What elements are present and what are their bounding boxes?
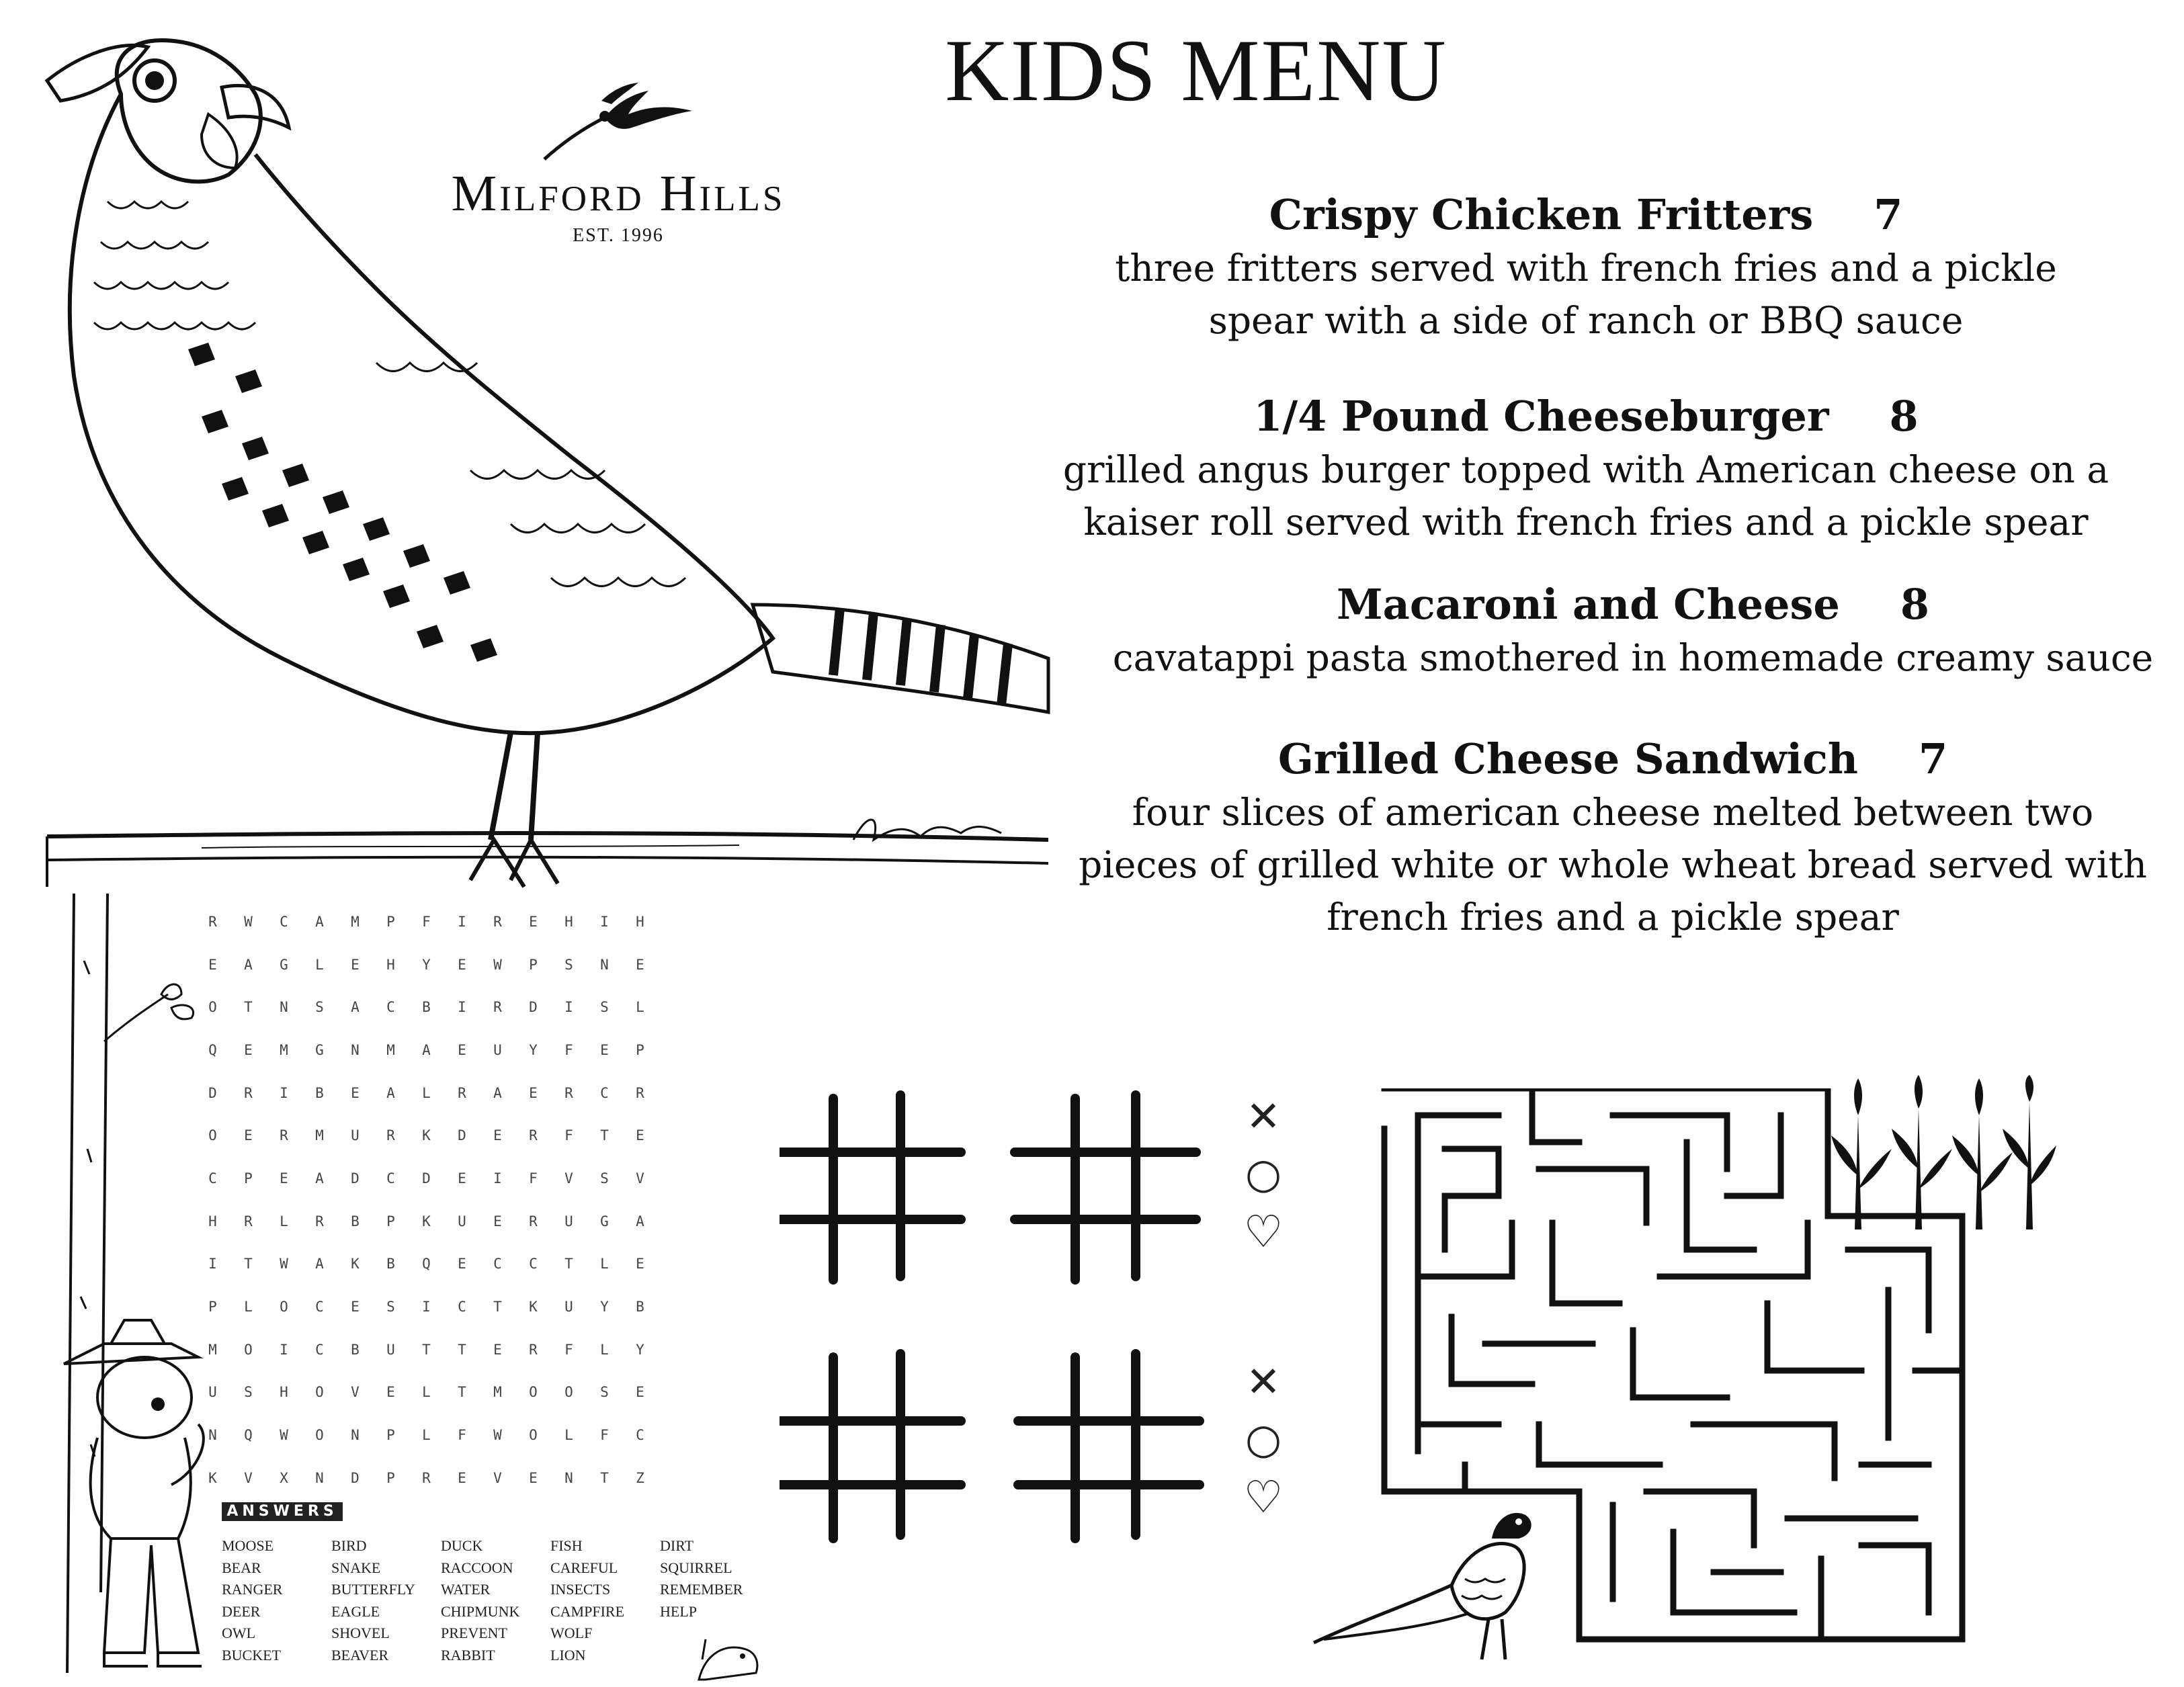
menu-item: [1089, 578, 2177, 684]
word-search-letter: L: [422, 1427, 431, 1444]
answer-word: BUCKET: [222, 1646, 281, 1663]
item-description: kaiser roll served with french fries and a pickle spear: [1083, 501, 2089, 544]
word-search-letter: F: [422, 913, 431, 930]
answer-word: FISH: [550, 1537, 583, 1554]
answer-word: BUTTERFLY: [331, 1581, 415, 1598]
word-search-letter: E: [386, 1384, 395, 1401]
word-search-letter: U: [564, 1213, 573, 1229]
answers-column: [441, 1535, 550, 1666]
word-search-letter: S: [564, 956, 573, 973]
word-search-letter: A: [315, 913, 324, 930]
word-search-letter: T: [458, 1341, 466, 1358]
answer-word: LION: [550, 1646, 586, 1663]
word-search-letter: E: [529, 1469, 538, 1486]
o-mark-icon: ○: [1245, 1414, 1282, 1463]
x-mark-icon: ✕: [1246, 1092, 1281, 1141]
x-mark-icon: ✕: [1246, 1357, 1281, 1406]
word-search-letter: C: [386, 1170, 395, 1186]
item-name: 1/4 Pound Cheeseburger: [1253, 392, 1829, 441]
word-search-letter: B: [351, 1213, 360, 1229]
word-search-letter: M: [386, 1041, 395, 1058]
word-search-letter: F: [458, 1427, 466, 1444]
answer-word: RABBIT: [441, 1646, 495, 1663]
word-search-letter: L: [600, 1341, 609, 1358]
item-price: 8: [1889, 392, 1919, 441]
answer-word: WATER: [441, 1581, 491, 1598]
item-name: Crispy Chicken Fritters: [1269, 190, 1814, 239]
menu-item: [1062, 732, 2164, 943]
word-search-letter: U: [208, 1384, 217, 1401]
word-search-grid: [195, 900, 732, 1500]
word-search-letter: T: [564, 1256, 573, 1272]
answer-word: PREVENT: [441, 1625, 507, 1641]
word-search-letter: V: [636, 1170, 644, 1186]
word-search-letter: A: [386, 1084, 395, 1101]
word-search-letter: P: [386, 1427, 395, 1444]
heart-mark-icon: ♡: [1243, 1206, 1284, 1258]
word-search-letter: R: [422, 1469, 431, 1486]
item-description: french fries and a pickle spear: [1327, 896, 1899, 939]
word-search-letter: U: [493, 1041, 502, 1058]
word-search-letter: F: [600, 1427, 609, 1444]
word-search-letter: Y: [422, 956, 431, 973]
word-search-letter: T: [493, 1299, 502, 1315]
word-search-letter: I: [493, 1170, 502, 1186]
word-search-letter: Z: [636, 1469, 644, 1486]
word-search-row: [195, 1414, 732, 1457]
word-search-letter: F: [564, 1041, 573, 1058]
word-search-letter: W: [493, 1427, 502, 1444]
word-search-letter: Q: [244, 1427, 253, 1444]
answer-word: BEAVER: [331, 1646, 389, 1663]
word-search-letter: M: [208, 1341, 217, 1358]
word-search-letter: A: [315, 1170, 324, 1186]
word-search-letter: V: [564, 1170, 573, 1186]
word-search-letter: R: [280, 1127, 288, 1144]
word-search-letter: B: [386, 1256, 395, 1272]
word-search-letter: U: [386, 1341, 395, 1358]
word-search-letter: C: [208, 1170, 217, 1186]
word-search-letter: L: [636, 999, 644, 1016]
word-search-letter: O: [564, 1384, 573, 1401]
word-search-row: [195, 1328, 732, 1371]
word-search-letter: L: [422, 1084, 431, 1101]
word-search-letter: F: [564, 1127, 573, 1144]
word-search-letter: B: [315, 1084, 324, 1101]
answer-word: SQUIRREL: [660, 1559, 732, 1576]
word-search-letter: F: [564, 1341, 573, 1358]
word-search-letter: H: [636, 913, 644, 930]
item-price: 7: [1874, 190, 1903, 239]
word-search-row: [195, 1072, 732, 1115]
word-search-letter: A: [244, 956, 253, 973]
answer-word: RACCOON: [441, 1559, 513, 1576]
word-search-letter: G: [280, 956, 288, 973]
word-search-letter: T: [244, 999, 253, 1016]
item-description: three fritters served with french fries and a pickle: [1115, 247, 2057, 290]
word-search-letter: V: [493, 1469, 502, 1486]
word-search-letter: R: [386, 1127, 395, 1144]
word-search-letter: R: [529, 1127, 538, 1144]
word-search-letter: B: [351, 1341, 360, 1358]
word-search-letter: E: [208, 956, 217, 973]
word-search-letter: L: [564, 1427, 573, 1444]
word-search-letter: R: [315, 1213, 324, 1229]
word-search-letter: E: [529, 913, 538, 930]
word-search-letter: R: [564, 1084, 573, 1101]
word-search-letter: G: [600, 1213, 609, 1229]
word-search-letter: A: [315, 1256, 324, 1272]
item-description: spear with a side of ranch or BBQ sauce: [1208, 299, 1964, 342]
word-search-letter: W: [280, 1256, 288, 1272]
word-search-letter: P: [636, 1041, 644, 1058]
word-search-letter: T: [422, 1341, 431, 1358]
word-search-letter: U: [351, 1127, 360, 1144]
word-search-letter: O: [315, 1384, 324, 1401]
word-search-letter: A: [493, 1084, 502, 1101]
word-search-letter: P: [529, 956, 538, 973]
word-search-letter: N: [351, 1041, 360, 1058]
answer-word: SNAKE: [331, 1559, 381, 1576]
word-search-letter: S: [386, 1299, 395, 1315]
word-search-letter: R: [244, 1084, 253, 1101]
brand-established: EST. 1996: [573, 225, 664, 246]
word-search-letter: W: [493, 956, 502, 973]
word-search-row: [195, 1200, 732, 1243]
word-search-letter: E: [636, 1256, 644, 1272]
word-search-letter: S: [600, 1384, 609, 1401]
word-search-letter: P: [386, 1469, 395, 1486]
word-search-letter: Y: [529, 1041, 538, 1058]
word-search-letter: E: [458, 1170, 466, 1186]
word-search-letter: M: [315, 1127, 324, 1144]
word-search-letter: K: [422, 1213, 431, 1229]
answer-word: WOLF: [550, 1625, 593, 1641]
word-search-letter: L: [280, 1213, 288, 1229]
word-search-letter: D: [529, 999, 538, 1016]
word-search-letter: C: [636, 1427, 644, 1444]
word-search-letter: S: [600, 1170, 609, 1186]
word-search-letter: A: [636, 1213, 644, 1229]
word-search-letter: K: [208, 1469, 217, 1486]
answer-word: RANGER: [222, 1581, 283, 1598]
word-search-letter: S: [244, 1384, 253, 1401]
word-search-letter: S: [315, 999, 324, 1016]
word-search-letter: I: [280, 1341, 288, 1358]
word-search-letter: I: [208, 1256, 217, 1272]
answers-column: [222, 1535, 331, 1666]
item-description: four slices of american cheese melted between two: [1132, 791, 2094, 834]
word-search-letter: R: [529, 1341, 538, 1358]
item-description: grilled angus burger topped with American cheese on a: [1062, 448, 2109, 491]
word-search-letter: O: [529, 1427, 538, 1444]
heart-mark-icon: ♡: [1243, 1471, 1284, 1523]
beaver-doodle-icon: [692, 1633, 766, 1683]
word-search-letter: R: [493, 913, 502, 930]
word-search-letter: Y: [636, 1341, 644, 1358]
word-search-letter: E: [636, 956, 644, 973]
word-search-letter: U: [564, 1299, 573, 1315]
word-search-letter: M: [351, 913, 360, 930]
answer-word: DUCK: [441, 1537, 483, 1554]
word-search-letter: V: [351, 1384, 360, 1401]
answer-word: BIRD: [331, 1537, 367, 1554]
word-search-letter: X: [280, 1469, 288, 1486]
word-search-letter: E: [493, 1341, 502, 1358]
word-search-row: [195, 943, 732, 986]
word-search-letter: D: [208, 1084, 217, 1101]
word-search-letter: E: [529, 1084, 538, 1101]
word-search-letter: C: [315, 1341, 324, 1358]
word-search-letter: N: [315, 1469, 324, 1486]
item-description: cavatappi pasta smothered in homemade creamy sauce: [1112, 636, 2154, 679]
word-search-letter: D: [422, 1170, 431, 1186]
word-search-letter: V: [244, 1469, 253, 1486]
word-search-letter: E: [493, 1213, 502, 1229]
word-search-letter: O: [280, 1299, 288, 1315]
word-search-letter: E: [458, 1256, 466, 1272]
answer-word: BEAR: [222, 1559, 261, 1576]
word-search-letter: L: [422, 1384, 431, 1401]
item-name: Grilled Cheese Sandwich: [1277, 734, 1858, 783]
word-search-letter: I: [458, 999, 466, 1016]
menu-item: [1062, 390, 2110, 548]
word-search-letter: Q: [208, 1041, 217, 1058]
word-search-letter: E: [244, 1041, 253, 1058]
word-search-letter: F: [529, 1170, 538, 1186]
word-search-letter: T: [244, 1256, 253, 1272]
pheasant-icon: [1310, 1498, 1552, 1666]
word-search-letter: H: [280, 1384, 288, 1401]
word-search-row: [195, 1285, 732, 1328]
brand-name: Milford Hills: [451, 165, 786, 222]
word-search-letter: I: [600, 913, 609, 930]
word-search-letter: C: [458, 1299, 466, 1315]
word-search-letter: C: [280, 913, 288, 930]
word-search-letter: D: [458, 1127, 466, 1144]
word-search-row: [195, 986, 732, 1029]
item-price: 8: [1900, 580, 1929, 629]
pheasant-illustration: [0, 0, 1075, 900]
word-search-letter: H: [564, 913, 573, 930]
word-search-letter: E: [458, 1469, 466, 1486]
word-search-letter: I: [458, 913, 466, 930]
answers-list: [222, 1535, 769, 1666]
answer-word: CAREFUL: [550, 1559, 618, 1576]
word-search-letter: N: [564, 1469, 573, 1486]
word-search-letter: N: [208, 1427, 217, 1444]
word-search-row: [195, 1243, 732, 1286]
word-search-row: [195, 900, 732, 943]
word-search-letter: K: [529, 1299, 538, 1315]
word-search-row: [195, 1371, 732, 1414]
item-description: pieces of grilled white or whole wheat bread served with: [1079, 843, 2147, 886]
word-search-letter: D: [351, 1170, 360, 1186]
word-search-letter: E: [280, 1170, 288, 1186]
answer-word: REMEMBER: [660, 1581, 743, 1598]
answers-heading: ANSWERS: [222, 1502, 343, 1521]
word-search-letter: C: [493, 1256, 502, 1272]
word-search-letter: E: [458, 1041, 466, 1058]
corn-icon: [1828, 1075, 2056, 1236]
word-search-letter: O: [208, 1127, 217, 1144]
answer-word: OWL: [222, 1625, 256, 1641]
word-search-letter: W: [280, 1427, 288, 1444]
word-search-letter: G: [315, 1041, 324, 1058]
word-search-letter: D: [351, 1469, 360, 1486]
word-search-letter: E: [636, 1127, 644, 1144]
item-price: 7: [1918, 734, 1948, 783]
word-search-letter: R: [244, 1213, 253, 1229]
word-search-letter: M: [280, 1041, 288, 1058]
word-search-letter: I: [280, 1084, 288, 1101]
answer-word: CAMPFIRE: [550, 1602, 625, 1620]
word-search-row: [195, 1457, 732, 1500]
word-search-letter: N: [280, 999, 288, 1016]
word-search-letter: K: [422, 1127, 431, 1144]
word-search-letter: L: [315, 956, 324, 973]
word-search-letter: O: [208, 999, 217, 1016]
item-name: Macaroni and Cheese: [1337, 580, 1840, 629]
answer-word: CHIPMUNK: [441, 1602, 520, 1620]
word-search-letter: T: [458, 1384, 466, 1401]
answer-word: MOOSE: [222, 1537, 274, 1554]
answer-word: HELP: [660, 1602, 697, 1620]
word-search-letter: Q: [422, 1256, 431, 1272]
word-search-letter: K: [351, 1256, 360, 1272]
word-search-letter: H: [208, 1213, 217, 1229]
word-search-letter: T: [600, 1127, 609, 1144]
word-search-letter: E: [458, 956, 466, 973]
word-search-letter: S: [600, 999, 609, 1016]
word-search-letter: C: [386, 999, 395, 1016]
word-search-letter: P: [208, 1299, 217, 1315]
word-search-letter: E: [636, 1384, 644, 1401]
word-search-letter: R: [636, 1084, 644, 1101]
word-search-letter: E: [244, 1127, 253, 1144]
word-search-letter: I: [422, 1299, 431, 1315]
word-search-letter: T: [600, 1469, 609, 1486]
o-mark-icon: ○: [1245, 1149, 1282, 1198]
word-search-letter: R: [493, 999, 502, 1016]
answer-word: EAGLE: [331, 1602, 380, 1620]
word-search-letter: C: [600, 1084, 609, 1101]
word-search-letter: P: [244, 1170, 253, 1186]
word-search-letter: B: [422, 999, 431, 1016]
word-search-letter: R: [458, 1084, 466, 1101]
word-search-letter: N: [600, 956, 609, 973]
word-search-letter: L: [244, 1299, 253, 1315]
answers-column: [550, 1535, 660, 1666]
word-search-letter: U: [458, 1213, 466, 1229]
word-search-letter: E: [351, 1084, 360, 1101]
word-search-letter: E: [351, 956, 360, 973]
word-search-letter: C: [315, 1299, 324, 1315]
word-search-row: [195, 1029, 732, 1072]
word-search-letter: A: [422, 1041, 431, 1058]
word-search-letter: E: [600, 1041, 609, 1058]
menu-title: KIDS MENU: [945, 21, 1447, 120]
word-search-letter: O: [315, 1427, 324, 1444]
answer-word: DEER: [222, 1602, 261, 1620]
word-search-letter: N: [351, 1427, 360, 1444]
word-search-letter: B: [636, 1299, 644, 1315]
word-search-letter: Y: [600, 1299, 609, 1315]
word-search-letter: P: [386, 1213, 395, 1229]
word-search-letter: R: [529, 1213, 538, 1229]
word-search-letter: L: [600, 1256, 609, 1272]
answers-column: [331, 1535, 441, 1666]
answer-word: SHOVEL: [331, 1625, 390, 1641]
word-search-letter: E: [493, 1127, 502, 1144]
word-search-letter: I: [564, 999, 573, 1016]
word-search-letter: C: [529, 1256, 538, 1272]
answer-word: INSECTS: [550, 1581, 611, 1598]
word-search-letter: E: [351, 1299, 360, 1315]
word-search-row: [195, 1157, 732, 1200]
word-search-letter: A: [351, 999, 360, 1016]
menu-item: [1075, 188, 2097, 347]
word-search-letter: M: [493, 1384, 502, 1401]
word-search-letter: P: [386, 913, 395, 930]
word-search-letter: W: [244, 913, 253, 930]
answer-word: DIRT: [660, 1537, 694, 1554]
word-search-letter: O: [529, 1384, 538, 1401]
ranger-bear-illustration: [57, 1317, 205, 1680]
word-search-letter: O: [244, 1341, 253, 1358]
word-search-letter: H: [386, 956, 395, 973]
word-search-letter: R: [208, 913, 217, 930]
word-search-row: [195, 1114, 732, 1157]
